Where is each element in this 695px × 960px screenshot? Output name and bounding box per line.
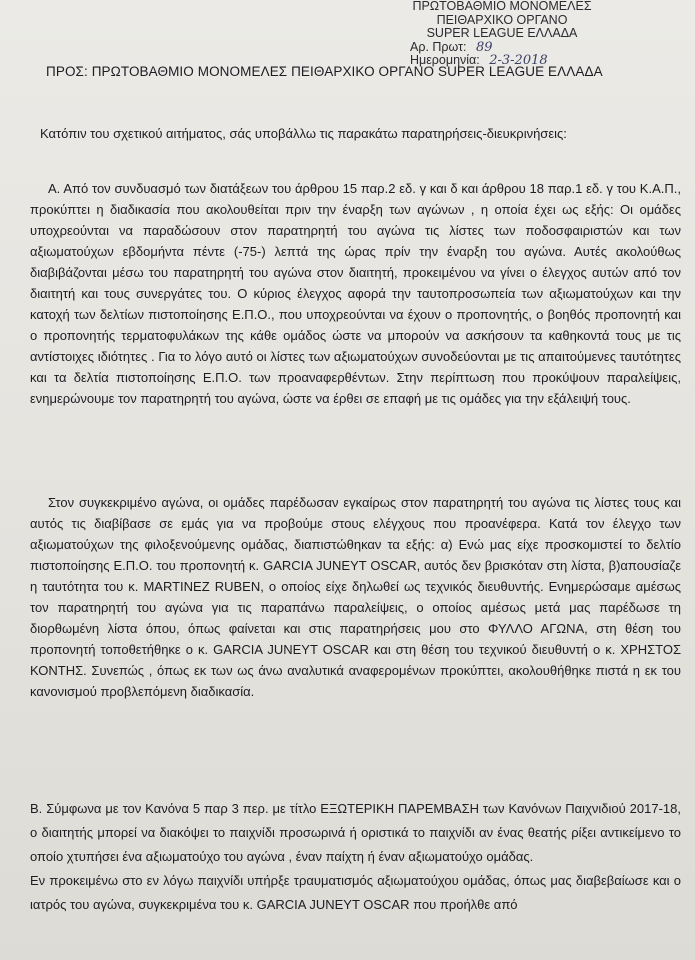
stamp-line-2: ΠΕΙΘΑΡΧΙΚΟ ΟΡΓΑΝΟ bbox=[436, 12, 568, 27]
intro-paragraph bbox=[40, 123, 681, 144]
date-value: 2-3-2018 bbox=[489, 53, 548, 68]
intro-text: Κατόπιν του σχετικού αιτήματος, σάς υποβάλλω τις παρακάτω παρατηρήσεις-διευκρινήσεις: bbox=[40, 126, 567, 141]
section-a bbox=[30, 178, 681, 409]
section-a2-text: Στον συγκεκριμένο αγώνα, οι ομάδες παρέδωσαν εγκαίρως στον παρατηρητή του αγώνα τις λίστες τους και αυτός τις διαβίβασε σε εμάς για να προβούμε στους ελέγχους που προανέφερα. Κατά τον έλεγχο των αξιωματούχων της φιλοξενούμενης ομάδας, διαπιστώθηκαν τα εξής: α) Ενώ μας είχε προσκομιστεί το δελτίο πιστοποίησης Ε.Π.Ο. του προπονητή κ. GARCIA JUNEYT OSCAR, αυτός δεν βρισκόταν στη λίστα, β)απουσίαζε η ταυτότητα του κ. MARTINEZ RUBEN, ο οποίος είχε δηλωθεί ως τεχνικός διευθυντής. Ενημερώσαμε αμέσως τον παρατηρητή του αγώνα για τις παραπάνω παραλείψεις, ο οποίος αμέσως μετά μας παρέδωσε τη διορθωμένη λίστα όπου, όπως φαίνεται και στις παρατηρήσεις μου στο ΦΥΛΛΟ ΑΓΩΝΑ, στη θέση του προπονητή τοποθετήθηκε ο κ. GARCIA JUNEYT OSCAR και στη θέση του τεχνικού διευθυντή ο κ. ΧΡΗΣΤΟΣ ΚΟΝΤΗΣ. Συνεπώς , όπως εκ των ως άνω αναλυτικά αναφερομένων προκύπτει, ακολουθήθηκε πιστά η εκ του κανονισμού προβλεπόμενη διαδικασία. bbox=[30, 495, 681, 699]
section-b-label: Β. bbox=[30, 801, 43, 816]
section-b2-text: Εν προκειμένω στο εν λόγω παιχνίδι υπήρξε τραυματισμός αξιωματούχου ομάδας, όπως μας διαβεβαίωσε και ο ιατρός του αγώνα, συγκεκριμένα του κ. GARCIA JUNEYT OSCAR που προήλθε από bbox=[30, 873, 681, 912]
section-b bbox=[30, 797, 681, 917]
section-b-text: Σύμφωνα με τον Κανόνα 5 παρ 3 περ. με τίτλο ΕΞΩΤΕΡΙΚΗ ΠΑΡΕΜΒΑΣΗ των Κανόνων Παιχνιδιού 2017-18, ο διαιτητής μπορεί να διακόψει το παιχνίδι προσωρινά ή οριστικά το παιχνίδι αν ένας θεατής ρίξει αντικείμενο το οποίο χτυπήσει ένα αξιωματούχο του αγώνα , έναν παίχτη ή έναν αξιωματούχο ομάδας. bbox=[30, 801, 681, 864]
stamp-protocol-row bbox=[392, 41, 612, 55]
section-a-text: Από τον συνδυασμό των διατάξεων του άρθρου 15 παρ.2 εδ. γ και δ και άρθρου 18 παρ.1 εδ. γ του Κ.Α.Π., προκύπτει η διαδικασία που ακολουθείται πριν την έναρξη των αγώνων , η οποία έχει ως εξής: Οι ομάδες υποχρεούνται να παραδώσουν στον παρατηρητή του αγώνα τις λίστες των ποδοσφαιριστών και των αξιωματούχων εβδομήντα πέντε (-75-) λεπτά της ώρας πρίν την έναρξη του αγώνα. Αυτές ακολούθως διαβιβάζονται μέσω του παρατηρητή του αγώνα στον διαιτητή, προκειμένου να γίνει ο έλεγχος αυτών από τον διαιτητή και τους συνεργάτες του. Ο κύριος έλεγχος αφορά την ταυτοπροσωπεία των αξιωματούχων και την κατοχή των δελτίων πιστοποίησης Ε.Π.Ο., που υποχρεούνται να έχουν ο προπονητής, ο βοηθός προπονητή και ο προπονητής τερματοφυλάκων της κάθε ομάδος ώστε να μπορούν να ασκήσουν τα καθηκοντά τους με τις αντίστοιχες ιδιότητες . Για το λόγο αυτό οι λίστες των αξιωματούχων συνοδεύονται με τις απαιτούμενες ταυτότητες και τα δελτία πιστοποίησης Ε.Π.Ο. των προαναφερθέντων. Στην περίπτωση που προκύψουν παραλείψεις, ενημερώνουμε τον παρατηρητή του αγώνα, ώστε να έρθει σε επαφή με τις ομάδες για την εξάλειψή τους. bbox=[30, 181, 681, 406]
protocol-number: 89 bbox=[476, 39, 493, 55]
protocol-stamp bbox=[392, 0, 612, 68]
stamp-line-1: ΠΡΩΤΟΒΑΘΜΙΟ ΜΟΝΟΜΕΛΕΣ bbox=[412, 0, 592, 13]
recipient-header: ΠΡΟΣ: ΠΡΩΤΟΒΑΘΜΙΟ ΜΟΝΟΜΕΛΕΣ ΠΕΙΘΑΡΧΙΚΟ ΟΡΓΑΝΟ SUPER LEAGUE ΕΛΛΑΔΑ bbox=[46, 64, 603, 79]
section-a-label: Α. bbox=[48, 181, 61, 196]
section-a-continuation bbox=[30, 492, 681, 702]
protocol-label: Αρ. Πρωτ: bbox=[410, 39, 467, 54]
date-label: Ημερομηνία: bbox=[410, 53, 480, 67]
stamp-line-3: SUPER LEAGUE ΕΛΛΑΔΑ bbox=[426, 26, 578, 40]
